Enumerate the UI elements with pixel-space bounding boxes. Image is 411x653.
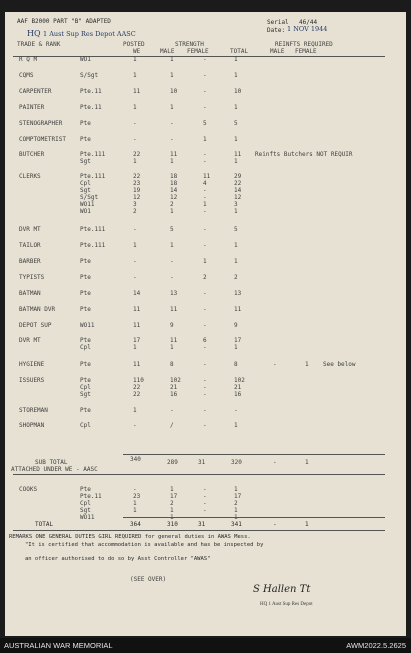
serial-label: Serial (267, 19, 289, 26)
attached-rule (13, 474, 385, 475)
date-label: Date: (267, 27, 286, 34)
row-rank: Pte (80, 361, 91, 368)
cook-row-female: - (203, 507, 207, 514)
row-trade: R Q M (19, 56, 38, 63)
row-total: 1 (234, 422, 238, 429)
row-female: - (203, 242, 207, 249)
row-we: - (133, 120, 137, 127)
row-rank: WO1 (80, 56, 91, 63)
row-male: 1 (170, 344, 174, 351)
see-over: (SEE OVER) (130, 576, 167, 583)
attached-heading: ATTACHED UNDER WE - AASC (11, 466, 98, 473)
subtotal-we: 340 (130, 456, 141, 463)
row-we: - (133, 274, 137, 281)
row-we: 2 (133, 208, 137, 215)
subtotal-total: 320 (231, 459, 242, 466)
row-we: 11 (133, 322, 141, 329)
row-rank: S/Sgt (80, 72, 99, 79)
row-we: - (133, 136, 137, 143)
row-female: - (203, 377, 207, 384)
row-total: 1 (234, 136, 238, 143)
row-rank: Cpl (80, 344, 91, 351)
row-male: 1 (170, 72, 174, 79)
header-rule (13, 56, 385, 57)
row-trade: SHOPMAN (19, 422, 45, 429)
row-rank: Pte (80, 258, 91, 265)
cook-row-we: 1 (133, 507, 137, 514)
row-female: - (203, 88, 207, 95)
cook-row-we: - (133, 514, 137, 521)
row-trade: HYGIENE (19, 361, 45, 368)
cook-row-female: - (203, 500, 207, 507)
row-trade: CQMS (19, 72, 34, 79)
row-we: 1 (133, 407, 137, 414)
row-male: 102 (170, 377, 181, 384)
cook-row-rank: Sgt (80, 507, 91, 514)
row-female: - (203, 208, 207, 215)
row-female: 2 (203, 274, 207, 281)
subtotal-female: 31 (198, 459, 206, 466)
row-rank: Sgt (80, 158, 91, 165)
row-we: 22 (133, 384, 141, 391)
row-male: 18 (170, 173, 178, 180)
subtotal-reinfts-male: - (273, 459, 277, 466)
row-rank: Pte (80, 377, 91, 384)
row-rank: WO1 (80, 208, 91, 215)
row-rank: Pte.11 (80, 104, 102, 111)
date-stamp: 1 NOV 1944 (287, 25, 328, 33)
col-we: WE (133, 48, 141, 55)
row-total: 10 (234, 88, 242, 95)
col-posted: POSTED (123, 41, 145, 48)
row-male: - (170, 407, 174, 414)
row-female: 5 (203, 120, 207, 127)
row-total: - (234, 407, 238, 414)
row-female: - (203, 422, 207, 429)
total-rule-top (123, 517, 385, 518)
row-male: - (170, 120, 174, 127)
row-we: - (133, 226, 137, 233)
total-rule-bottom (13, 530, 385, 531)
row-we: 1 (133, 56, 137, 63)
row-total: 1 (234, 344, 238, 351)
row-rank: Pte (80, 136, 91, 143)
row-total: 1 (234, 104, 238, 111)
row-rank: Pte (80, 306, 91, 313)
cook-row-male: 17 (170, 493, 178, 500)
row-trade: TAILOR (19, 242, 41, 249)
row-female: - (203, 226, 207, 233)
row-note: See below (323, 361, 356, 368)
row-rank: Pte (80, 337, 91, 344)
row-female: - (203, 158, 207, 165)
row-trade: CARPENTER (19, 88, 52, 95)
row-total: 21 (234, 384, 242, 391)
col-strength: STRENGTH (175, 41, 204, 48)
row-total: 1 (234, 56, 238, 63)
cook-row-rank: Pte (80, 486, 91, 493)
row-we: 22 (133, 391, 141, 398)
row-male: 1 (170, 242, 174, 249)
subtotal-reinfts-female: 1 (305, 459, 309, 466)
row-male: - (170, 258, 174, 265)
row-trade: PAINTER (19, 104, 45, 111)
row-male: 14 (170, 187, 178, 194)
cook-row-male: 1 (170, 507, 174, 514)
row-rank: Pte (80, 274, 91, 281)
cook-row-we: - (133, 486, 137, 493)
cook-row-total: 1 (234, 507, 238, 514)
row-we: 23 (133, 180, 141, 187)
cook-row-trade: COOKS (19, 486, 38, 493)
row-we: 22 (133, 173, 141, 180)
row-male: 18 (170, 180, 178, 187)
row-rank: Sgt (80, 187, 91, 194)
subtotal-label: SUB TOTAL (35, 459, 68, 466)
row-female: - (203, 306, 207, 313)
row-rank: Cpl (80, 384, 91, 391)
row-male: 21 (170, 384, 178, 391)
cook-row-total: 2 (234, 500, 238, 507)
row-total: 29 (234, 173, 242, 180)
cook-row-total: 1 (234, 514, 238, 521)
unit-handwritten: HQ (27, 29, 41, 38)
row-female: - (203, 391, 207, 398)
cook-row-male: 2 (170, 500, 174, 507)
row-total: 11 (234, 306, 242, 313)
col-reinfts-female: FEMALE (295, 48, 317, 55)
row-we: 3 (133, 201, 137, 208)
row-trade: BARBER (19, 258, 41, 265)
row-trade: ISSUERS (19, 377, 45, 384)
total-male: 310 (167, 521, 178, 528)
cook-row-rank: WO11 (80, 514, 95, 521)
row-rank: Cpl (80, 422, 91, 429)
row-rank: Pte (80, 120, 91, 127)
row-female: - (203, 56, 207, 63)
row-male: 1 (170, 104, 174, 111)
row-female: - (203, 322, 207, 329)
row-total: 2 (234, 274, 238, 281)
row-we: - (133, 258, 137, 265)
row-rank: Cpl (80, 180, 91, 187)
row-total: 9 (234, 322, 238, 329)
row-total: 8 (234, 361, 238, 368)
row-trade: DEPOT SUP (19, 322, 52, 329)
total-we: 364 (130, 521, 141, 528)
row-we: 110 (133, 377, 144, 384)
row-female: 1 (203, 201, 207, 208)
row-male: 11 (170, 337, 178, 344)
archive-footer (0, 638, 411, 653)
row-total: 1 (234, 158, 238, 165)
row-male: - (170, 136, 174, 143)
row-we: 11 (133, 306, 141, 313)
row-male: - (170, 274, 174, 281)
col-female: FEMALE (187, 48, 209, 55)
remarks-line-3: an officer authorised to do so by Asst Controller "AWAS" (25, 556, 211, 562)
row-male: 11 (170, 151, 178, 158)
row-trade: STENOGRAPHER (19, 120, 63, 127)
total-total: 341 (231, 521, 242, 528)
col-total: TOTAL (230, 48, 249, 55)
row-we: 11 (133, 88, 141, 95)
row-we: 11 (133, 361, 141, 368)
row-trade: CLERKS (19, 173, 41, 180)
col-reinfts: REINFTS REQUIRED (275, 41, 333, 48)
row-female: - (203, 361, 207, 368)
row-female: - (203, 187, 207, 194)
row-reinfts-male: - (273, 361, 277, 368)
row-female: - (203, 194, 207, 201)
cook-row-female: - (203, 514, 207, 521)
row-total: 5 (234, 226, 238, 233)
row-total: 1 (234, 208, 238, 215)
row-trade: DVR MT (19, 337, 41, 344)
row-male: 5 (170, 226, 174, 233)
row-rank: S/Sgt (80, 194, 99, 201)
total-reinfts-female: 1 (305, 521, 309, 528)
col-trade: TRADE & RANK (17, 41, 61, 48)
row-trade: COMPTOMETRIST (19, 136, 66, 143)
row-total: 1 (234, 242, 238, 249)
row-male: 11 (170, 306, 178, 313)
row-we: 1 (133, 344, 137, 351)
row-we: 17 (133, 337, 141, 344)
cook-row-total: 1 (234, 486, 238, 493)
row-female: - (203, 344, 207, 351)
row-female: - (203, 290, 207, 297)
row-total: 17 (234, 337, 242, 344)
row-male: 13 (170, 290, 178, 297)
total-label: TOTAL (35, 521, 54, 528)
cook-row-we: 23 (133, 493, 141, 500)
row-total: 3 (234, 201, 238, 208)
row-trade: STOREMAN (19, 407, 48, 414)
archive-reference: AWM2022.5.2625 (346, 641, 406, 650)
row-rank: Pte.111 (80, 226, 106, 233)
subtotal-male: 289 (167, 459, 178, 466)
row-rank: WO11 (80, 322, 95, 329)
row-we: 12 (133, 194, 141, 201)
col-male: MALE (160, 48, 175, 55)
row-we: 1 (133, 72, 137, 79)
form-number: AAF B2000 PART "B" ADAPTED (17, 18, 111, 25)
signature: S Hallen Tt (253, 584, 311, 595)
row-female: - (203, 72, 207, 79)
row-rank: Pte (80, 407, 91, 414)
row-trade: BATMAN (19, 290, 41, 297)
cook-row-male: 1 (170, 486, 174, 493)
row-total: 1 (234, 72, 238, 79)
row-female: 6 (203, 337, 207, 344)
row-rank: Pte.111 (80, 151, 106, 158)
row-rank: Sgt (80, 391, 91, 398)
row-male: 10 (170, 88, 178, 95)
row-we: 19 (133, 187, 141, 194)
row-total: 12 (234, 194, 242, 201)
row-we: 14 (133, 290, 141, 297)
row-we: 1 (133, 104, 137, 111)
cook-row-we: 1 (133, 500, 137, 507)
cook-row-female: - (203, 486, 207, 493)
row-total: 14 (234, 187, 242, 194)
row-male: / (170, 422, 174, 429)
unit-stamp: 1 Aust Sup Res Depot AASC (43, 30, 136, 38)
row-we: 1 (133, 158, 137, 165)
row-total: 102 (234, 377, 245, 384)
row-male: 9 (170, 322, 174, 329)
row-rank: Pte.111 (80, 242, 106, 249)
archive-name: AUSTRALIAN WAR MEMORIAL (4, 641, 113, 650)
row-total: 1 (234, 258, 238, 265)
remarks-line-2: "It is certified that accommodation is available and has be inspected by (25, 542, 264, 548)
row-note: Reinfts Butchers NOT REQUIR (255, 151, 353, 158)
row-male: 16 (170, 391, 178, 398)
row-total: 22 (234, 180, 242, 187)
row-female: 1 (203, 258, 207, 265)
row-we: 22 (133, 151, 141, 158)
row-we: 1 (133, 242, 137, 249)
row-trade: BUTCHER (19, 151, 45, 158)
row-female: - (203, 104, 207, 111)
cook-row-male: 1 (170, 514, 174, 521)
document-page (5, 12, 406, 636)
row-total: 5 (234, 120, 238, 127)
signature-caption: HQ 1 Aust Sup Res Depot (260, 602, 313, 607)
row-female: 1 (203, 136, 207, 143)
row-total: 13 (234, 290, 242, 297)
total-female: 31 (198, 521, 206, 528)
row-male: 1 (170, 56, 174, 63)
row-female: 11 (203, 173, 211, 180)
row-trade: BATMAN DVR (19, 306, 56, 313)
cook-row-rank: Pte.11 (80, 493, 102, 500)
subtotal-rule (123, 454, 385, 455)
remarks-line-1: REMARKS ONE GENERAL DUTIES GIRL REQUIRED for general duties in AWAS Mess. (9, 534, 251, 540)
row-male: 2 (170, 201, 174, 208)
row-reinfts-female: 1 (305, 361, 309, 368)
row-rank: Pte (80, 290, 91, 297)
row-male: 1 (170, 158, 174, 165)
row-trade: TYPISTS (19, 274, 45, 281)
row-rank: WO11 (80, 201, 95, 208)
row-female: 4 (203, 180, 207, 187)
row-female: - (203, 384, 207, 391)
row-total: 16 (234, 391, 242, 398)
cook-row-female: - (203, 493, 207, 500)
row-female: - (203, 151, 207, 158)
cook-row-rank: Cpl (80, 500, 91, 507)
row-trade: DVR MT (19, 226, 41, 233)
row-we: - (133, 422, 137, 429)
row-male: 12 (170, 194, 178, 201)
row-male: 8 (170, 361, 174, 368)
row-rank: Pte.11 (80, 88, 102, 95)
row-male: 1 (170, 208, 174, 215)
row-rank: Pte.111 (80, 173, 106, 180)
row-total: 11 (234, 151, 242, 158)
serial-value: 46/44 (299, 19, 318, 26)
row-female: - (203, 407, 207, 414)
col-reinfts-male: MALE (270, 48, 285, 55)
total-reinfts-male: - (273, 521, 277, 528)
cook-row-total: 17 (234, 493, 242, 500)
